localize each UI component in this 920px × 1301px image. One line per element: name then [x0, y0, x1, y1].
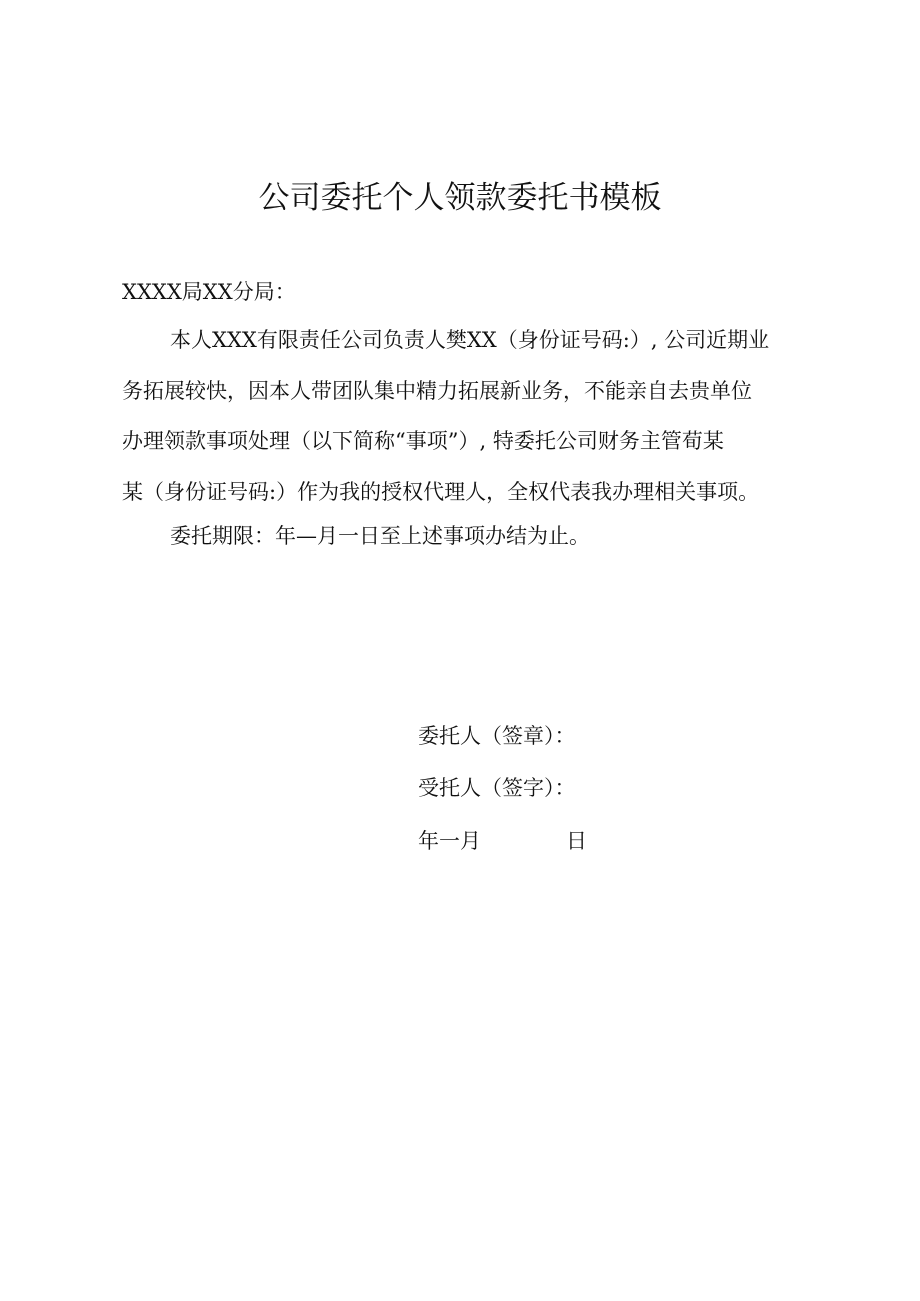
body-line-3: 办理领款事项处理（以下简称“事项”）, 特委托公司财务主管荀某 [122, 429, 724, 453]
body-line-1: 本人XXX有限责任公司负责人樊XX（身份证号码:）, 公司近期业 [170, 328, 770, 352]
entrustment-period: 委托期限：年—月一日至上述事项办结为止。 [170, 524, 590, 548]
principal-signature-label: 委托人（签章）： [418, 724, 576, 748]
body-line-4: 某（身份证号码:）作为我的授权代理人，全权代表我办理相关事项。 [122, 480, 760, 504]
recipient-line: XXXX局XX分局： [122, 280, 296, 304]
body-line-2: 务拓展较快，因本人带团队集中精力拓展新业务，不能亲自去贵单位 [122, 379, 752, 403]
agent-signature-label: 受托人（签字）： [418, 776, 576, 800]
date-year-month: 年一月 [418, 829, 481, 853]
document-title: 公司委托个人领款委托书模板 [258, 180, 662, 216]
date-day: 日 [566, 829, 587, 853]
